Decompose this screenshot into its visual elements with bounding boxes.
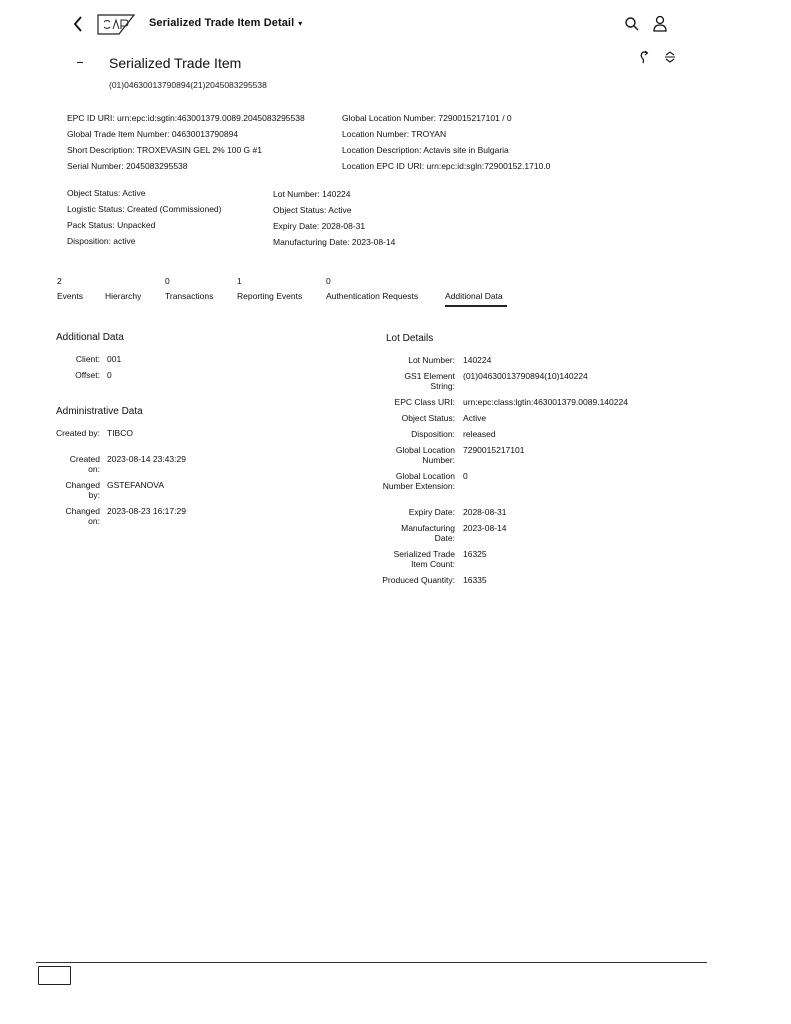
field-label-changed-on: Changed on: [65,506,100,526]
field-value-gs1-element-string: (01)04630013790894(10)140224 [463,371,588,381]
field-value-client: 001 [107,354,122,364]
field-value-created-by: TIBCO [107,428,133,438]
field-value-lot-number: 140224 [463,355,492,365]
refresh-icon[interactable] [637,49,651,65]
tab-hierarchy[interactable] [105,276,141,301]
sap-logo [97,14,135,35]
section-title-additional-data: Additional Data [56,332,124,343]
search-icon[interactable] [624,16,640,32]
status-logistic: Logistic Status: Created (Commissioned) [67,204,222,214]
field-label-created-by: Created by: [56,428,100,438]
footer-divider [36,962,707,963]
field-label-serialized-trade-item-count: Serialized Trade Item Count: [393,549,455,569]
section-title-lot-details: Lot Details [386,333,434,344]
status-object-status: Object Status: Active [273,205,352,215]
attr-global-location-number: Global Location Number: 7290015217101 / 0 [342,113,512,123]
field-label-changed-by: Changed by: [65,480,100,500]
field-value-epc-class-uri: urn:epc:class:lgtin:463001379.0089.140224 [463,397,628,407]
field-value-disposition: released [463,429,496,439]
field-value-changed-by: GSTEFANOVA [107,480,164,490]
field-label-gln-extension: Global Location Number Extension: [382,471,455,491]
field-value-changed-on: 2023-08-23 16:17:29 [107,506,186,516]
field-label-lot-number: Lot Number: [408,355,455,365]
field-value-created-on: 2023-08-14 23:43:29 [107,454,186,464]
tab-reporting-events[interactable] [237,276,302,301]
field-value-serialized-trade-item-count: 16325 [463,549,487,559]
tab-count: 0 [326,276,331,286]
attr-serial-number: Serial Number: 2045083295538 [67,161,188,171]
field-label-global-location-number: Global Location Number: [395,445,455,465]
app-title: Serialized Trade Item Detail [149,17,295,29]
status-object: Object Status: Active [67,188,146,198]
field-label-produced-quantity: Produced Quantity: [382,575,455,585]
tab-count: 2 [57,276,62,286]
field-label-epc-class-uri: EPC Class URI: [394,397,455,407]
tab-label: Events [57,291,83,301]
attr-gtin: Global Trade Item Number: 04630013790894 [67,129,239,139]
app-title-menu[interactable] [149,17,302,29]
tab-count: 1 [237,276,242,286]
field-value-global-location-number: 7290015217101 [463,445,525,455]
field-value-manufacturing-date: 2023-08-14 [463,523,507,533]
tab-additional-data[interactable] [445,276,503,301]
page-title: Serialized Trade Item [109,55,242,71]
tab-label: Transactions [165,291,214,301]
status-pack: Pack Status: Unpacked [67,220,156,230]
field-label-gs1-element-string: GS1 Element String: [404,371,455,391]
tab-label: Reporting Events [237,291,303,301]
selected-tab-indicator [445,305,507,307]
attr-epc-id-uri: EPC ID URI: urn:epc:id:sgtin:463001379.0089.2045083295538 [67,113,305,123]
section-title-administrative-data: Administrative Data [56,406,143,417]
field-label-manufacturing-date: Manufacturing Date: [401,523,455,543]
field-label-disposition: Disposition: [411,429,455,439]
tab-authentication-requests[interactable] [326,276,418,301]
attr-location-epc-id-uri: Location EPC ID URI: urn:epc:id:sgln:72900152.1710.0 [342,161,551,171]
page-subtitle: (01)04630013790894(21)2045083295538 [109,80,267,90]
attr-location-number: Location Number: TROYAN [342,129,447,139]
field-label-object-status: Object Status: [401,413,455,423]
status-disposition: Disposition: active [67,236,136,246]
field-label-offset: Offset: [75,370,100,380]
status-expiry-date: Expiry Date: 2028-08-31 [273,221,366,231]
header-divider [77,62,83,63]
tab-transactions[interactable] [165,276,213,301]
user-icon[interactable] [652,15,668,33]
field-value-expiry-date: 2028-08-31 [463,507,507,517]
field-value-object-status: Active [463,413,487,423]
status-manufacturing-date: Manufacturing Date: 2023-08-14 [273,237,396,247]
footer-toolbar-box [38,966,71,985]
field-value-offset: 0 [107,370,112,380]
tab-events[interactable] [57,276,83,301]
collapse-header-icon[interactable] [663,50,677,64]
field-value-gln-extension: 0 [463,471,468,481]
tab-label: Additional Data [445,291,503,301]
field-label-created-on: Created on: [69,454,100,474]
attr-short-description: Short Description: TROXEVASIN GEL 2% 100 G #1 [67,145,262,155]
tab-count: 0 [165,276,170,286]
status-lot-number: Lot Number: 140224 [273,189,351,199]
chevron-down-icon: ▾ [298,19,303,28]
field-value-produced-quantity: 16335 [463,575,487,585]
tab-label: Hierarchy [105,291,142,301]
tab-label: Authentication Requests [326,291,419,301]
field-label-expiry-date: Expiry Date: [408,507,455,517]
back-icon[interactable] [70,13,88,35]
field-label-client: Client: [75,354,100,364]
attr-location-description: Location Description: Actavis site in Bulgaria [342,145,509,155]
